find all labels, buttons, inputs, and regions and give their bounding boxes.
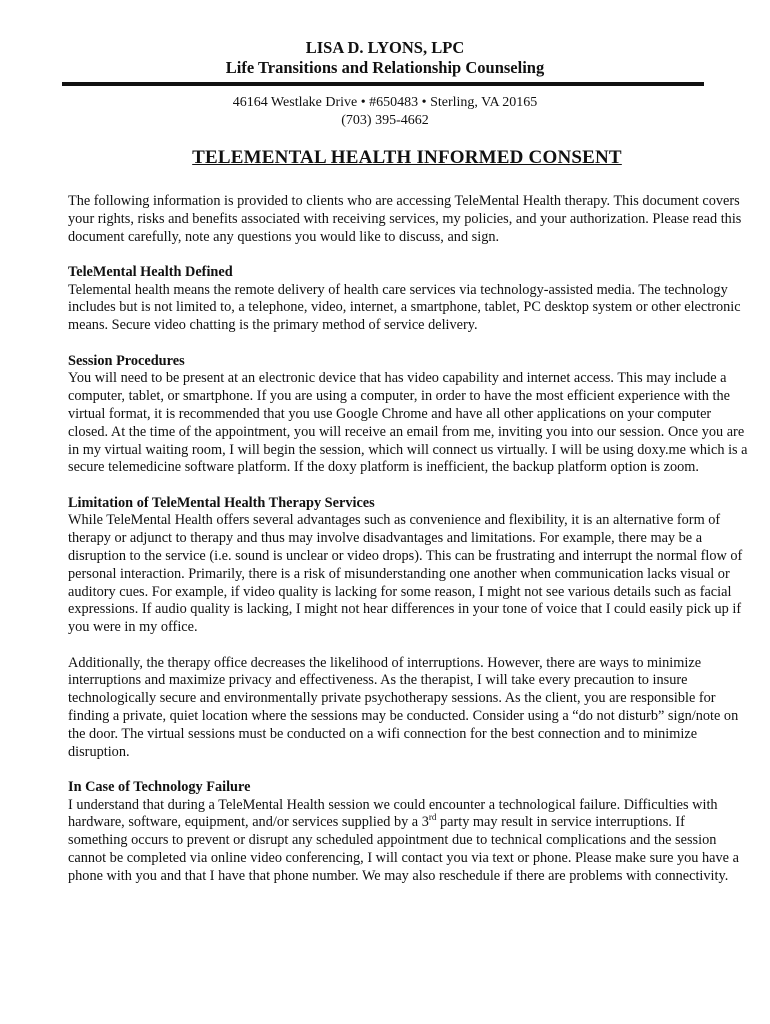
- document-title: TELEMENTAL HEALTH INFORMED CONSENT: [192, 147, 622, 168]
- practitioner-name: LISA D. LYONS, LPC: [305, 38, 465, 57]
- ordinal-suffix: rd: [428, 812, 437, 823]
- phone-line: (703) 395-4662: [341, 113, 429, 128]
- section-failure: [68, 779, 748, 886]
- section-heading: Session Procedures: [68, 352, 185, 369]
- section-text: While TeleMental Health offers several advantages such as convenience and flexibility, it is an alternative form of therapy or adjunct to therapy and thus may involve disadvantages and limitations. For example, there may be a disruption to the service (i.e. sound is unclear or video drops). This can be frustrating and interrupt the normal flow of personal interaction. Primarily, there is a risk of misunderstanding one another when communication lacks visual or auditory cues. For example, if video quality is lacking for some reason, I might not see various details such as facial expressions. If audio quality is lacking, I might not hear differences in your tone of voice that I could easily pick up if you were in my office.: [68, 512, 743, 636]
- section-text: Telemental health means the remote delivery of health care services via technology-assisted media. The technology includes but is not limited to, a telephone, video, internet, a smartphone, tablet, PC desktop system or other electronic means. Secure video chatting is the primary method of service delivery.: [68, 281, 741, 334]
- practice-name: Life Transitions and Relationship Counseling: [225, 58, 545, 77]
- section-heading: Limitation of TeleMental Health Therapy Services: [68, 494, 375, 511]
- failure-text-part-b: party may result in service interruptions. If something occurs to prevent or disrupt any scheduled appointment due to technical complications and the session cannot be completed via online video conferencing, I will contact you via text or phone. Please make sure you have a phone with you and that I have that phone number. We may also reschedule if there are problems with connectivity.: [68, 814, 739, 884]
- section-text-continued: Additionally, the therapy office decreases the likelihood of interruptions. However, there are ways to minimize interruptions and maximize privacy and effectiveness. As the therapist, I will take every precaution to insure technologically secure and environmentally private psychotherapy sessions. As the client, you are responsible for finding a private, quiet location where the sessions may be conducted. Consider using a “do not disturb” sign/note on the door. The virtual sessions must be conducted on a wifi connection for the best connection and to minimize disruption.: [68, 654, 739, 760]
- document-body: [68, 193, 748, 903]
- section-heading: In Case of Technology Failure: [68, 778, 251, 795]
- section-text: [68, 797, 748, 886]
- section-procedures: [68, 353, 748, 478]
- section-text: You will need to be present at an electronic device that has video capability and internet access. This may include a computer, tablet, or smartphone. If you are using a computer, in order to have the most efficient experience with the virtual format, it is recommended that you use Google Chrome and have all other applications on your computer closed. At the time of the appointment, you will receive an email from me, inviting you into our session. Once you are in my virtual waiting room, I will begin the session, which will connect us virtually. I will be using doxy.me which is a secure telemedicine software platform. If the doxy platform is inefficient, the backup platform option is zoom.: [68, 370, 748, 476]
- section-defined: [68, 264, 748, 335]
- section-heading: TeleMental Health Defined: [68, 263, 233, 280]
- letterhead: [0, 38, 770, 78]
- intro-paragraph: The following information is provided to clients who are accessing TeleMental Health therapy. This document covers your rights, risks and benefits associated with receiving services, my policies, and your authorization. Please read this document carefully, note any questions you would like to discuss, and sign.: [68, 193, 742, 245]
- failure-text-part-a: I understand that during a TeleMental Health session we could encounter a technological failure. Difficulties with hardware, software, equipment, and/or services supplied by a 3: [68, 796, 718, 831]
- contact-block: [0, 94, 770, 130]
- section-limitation: [68, 495, 748, 762]
- address-line: 46164 Westlake Drive • #650483 • Sterling, VA 20165: [232, 95, 538, 110]
- letterhead-divider: [62, 82, 704, 86]
